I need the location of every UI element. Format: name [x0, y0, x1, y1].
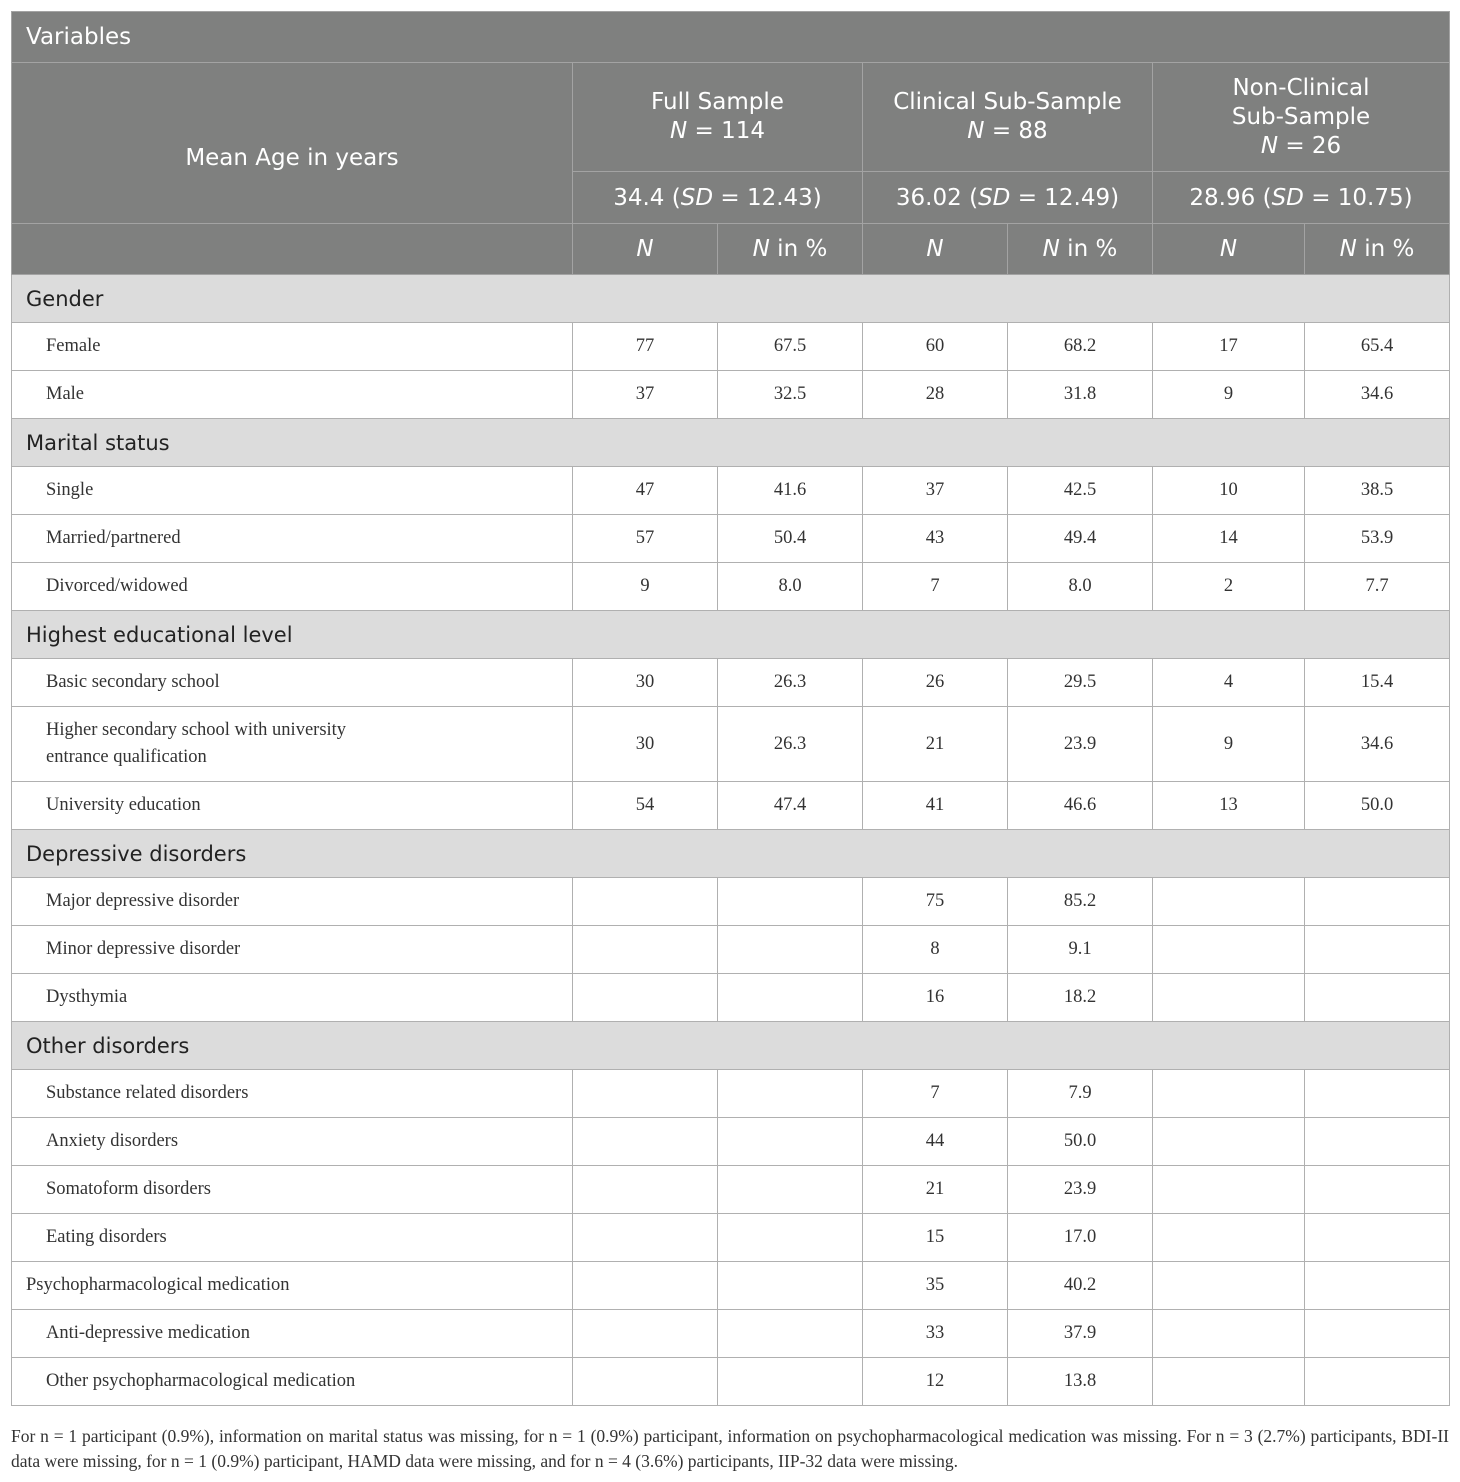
cell: 9.1 — [1008, 926, 1153, 974]
cell: 9 — [573, 563, 718, 611]
row-label: Basic secondary school — [12, 659, 573, 707]
cell — [1305, 974, 1450, 1022]
cell: 60 — [863, 323, 1008, 371]
mean-age-non-clinical: 28.96 (SD = 10.75) — [1153, 172, 1450, 224]
cell: 28 — [863, 371, 1008, 419]
sub-header-pct: N in % — [1305, 224, 1450, 275]
row-label: Somatoform disorders — [12, 1166, 573, 1214]
cell: 10 — [1153, 467, 1305, 515]
section-title: Other disorders — [12, 1022, 1450, 1070]
cell — [1153, 878, 1305, 926]
cell: 49.4 — [1008, 515, 1153, 563]
n-label: N — [1260, 132, 1279, 159]
cell — [1305, 926, 1450, 974]
table-footnote: For n = 1 participant (0.9%), information on marital status was missing, for n = 1 (0.9%) participant, information on psychopharmacological medication was missing. For n = 3 (2.7%) participants, BDI-II data were missing, for n = 1 (0.9%) participant, HAMD data were missing, and for n = 4 (3.6%) participants, IIP-32 data were missing. — [11, 1426, 1449, 1471]
n-value: = 114 — [694, 118, 765, 144]
cell — [1305, 878, 1450, 926]
cell: 33 — [863, 1310, 1008, 1358]
cell: 44 — [863, 1118, 1008, 1166]
cell: 30 — [573, 659, 718, 707]
cell: 34.6 — [1305, 371, 1450, 419]
cell — [1153, 974, 1305, 1022]
cell: 17 — [1153, 323, 1305, 371]
cell: 37 — [573, 371, 718, 419]
row-label: Anti-depressive medication — [12, 1310, 573, 1358]
column-header-non-clinical — [1153, 63, 1450, 172]
cell: 43 — [863, 515, 1008, 563]
sub-header-n: N — [573, 224, 718, 275]
cell: 85.2 — [1008, 878, 1153, 926]
cell — [1153, 1118, 1305, 1166]
cell — [1153, 926, 1305, 974]
cell — [1153, 1358, 1305, 1406]
row-label: Single — [12, 467, 573, 515]
cell: 34.6 — [1305, 707, 1450, 782]
cell — [573, 878, 718, 926]
cell: 75 — [863, 878, 1008, 926]
cell: 67.5 — [718, 323, 863, 371]
sub-header-n: N — [863, 224, 1008, 275]
cell: 26.3 — [718, 707, 863, 782]
cell: 13 — [1153, 782, 1305, 830]
cell — [718, 974, 863, 1022]
row-label: Male — [12, 371, 573, 419]
cell — [573, 1118, 718, 1166]
cell — [718, 878, 863, 926]
cell: 68.2 — [1008, 323, 1153, 371]
row-label: University education — [12, 782, 573, 830]
cell: 8 — [863, 926, 1008, 974]
cell: 35 — [863, 1262, 1008, 1310]
cell: 26 — [863, 659, 1008, 707]
cell — [1305, 1262, 1450, 1310]
table-title: Variables — [12, 12, 1450, 63]
sub-header-blank — [12, 224, 573, 275]
cell: 40.2 — [1008, 1262, 1153, 1310]
mean-age-label: Mean Age in years — [12, 63, 573, 224]
cell: 16 — [863, 974, 1008, 1022]
cell: 46.6 — [1008, 782, 1153, 830]
cell — [1305, 1070, 1450, 1118]
cell — [573, 1214, 718, 1262]
cell: 65.4 — [1305, 323, 1450, 371]
cell: 21 — [863, 1166, 1008, 1214]
column-header-clinical — [863, 63, 1153, 172]
cell: 9 — [1153, 707, 1305, 782]
cell — [718, 1358, 863, 1406]
cell: 2 — [1153, 563, 1305, 611]
cell — [573, 1262, 718, 1310]
section-title: Gender — [12, 275, 1450, 323]
cell: 47.4 — [718, 782, 863, 830]
cell: 13.8 — [1008, 1358, 1153, 1406]
row-label: Substance related disorders — [12, 1070, 573, 1118]
cell — [1153, 1310, 1305, 1358]
section-title: Marital status — [12, 419, 1450, 467]
cell: 14 — [1153, 515, 1305, 563]
cell: 32.5 — [718, 371, 863, 419]
cell — [573, 1310, 718, 1358]
cell — [573, 1358, 718, 1406]
cell: 47 — [573, 467, 718, 515]
column-name-line2: Sub-Sample — [1231, 103, 1371, 130]
cell — [1305, 1358, 1450, 1406]
mean-age-full: 34.4 (SD = 12.43) — [573, 172, 863, 224]
cell: 29.5 — [1008, 659, 1153, 707]
row-label: Major depressive disorder — [12, 878, 573, 926]
row-label: Higher secondary school with university entrance qualification — [12, 707, 573, 782]
cell — [1153, 1214, 1305, 1262]
row-label: Other psychopharmacological medication — [12, 1358, 573, 1406]
cell: 37 — [863, 467, 1008, 515]
cell: 8.0 — [1008, 563, 1153, 611]
cell: 23.9 — [1008, 707, 1153, 782]
column-name: Clinical Sub-Sample — [893, 89, 1122, 115]
cell: 9 — [1153, 371, 1305, 419]
cell — [1153, 1070, 1305, 1118]
cell — [718, 1118, 863, 1166]
cell — [1305, 1166, 1450, 1214]
cell — [718, 926, 863, 974]
column-name-line1: Non-Clinical — [1232, 74, 1370, 101]
cell — [573, 1166, 718, 1214]
cell: 57 — [573, 515, 718, 563]
cell — [1305, 1118, 1450, 1166]
cell: 12 — [863, 1358, 1008, 1406]
cell: 15 — [863, 1214, 1008, 1262]
cell — [718, 1070, 863, 1118]
sub-header-pct: N in % — [718, 224, 863, 275]
cell: 8.0 — [718, 563, 863, 611]
cell — [1153, 1262, 1305, 1310]
row-label: Psychopharmacological medication — [12, 1262, 573, 1310]
section-title: Highest educational level — [12, 611, 1450, 659]
cell: 30 — [573, 707, 718, 782]
sub-header-pct: N in % — [1008, 224, 1153, 275]
cell: 54 — [573, 782, 718, 830]
cell — [718, 1262, 863, 1310]
cell — [718, 1214, 863, 1262]
cell: 18.2 — [1008, 974, 1153, 1022]
mean-age-clinical: 36.02 (SD = 12.49) — [863, 172, 1153, 224]
cell: 21 — [863, 707, 1008, 782]
cell: 53.9 — [1305, 515, 1450, 563]
cell: 37.9 — [1008, 1310, 1153, 1358]
cell: 4 — [1153, 659, 1305, 707]
sub-header-n: N — [1153, 224, 1305, 275]
cell: 7.9 — [1008, 1070, 1153, 1118]
row-label: Dysthymia — [12, 974, 573, 1022]
cell: 41.6 — [718, 467, 863, 515]
cell: 7 — [863, 563, 1008, 611]
row-label: Married/partnered — [12, 515, 573, 563]
cell — [1153, 1166, 1305, 1214]
cell: 15.4 — [1305, 659, 1450, 707]
cell: 7.7 — [1305, 563, 1450, 611]
column-header-full-sample — [573, 63, 863, 172]
cell — [573, 1070, 718, 1118]
cell: 50.0 — [1008, 1118, 1153, 1166]
demographics-table — [11, 11, 1450, 1406]
n-value: = 88 — [991, 118, 1048, 144]
cell — [1305, 1214, 1450, 1262]
row-label: Anxiety disorders — [12, 1118, 573, 1166]
row-label: Divorced/widowed — [12, 563, 573, 611]
cell: 26.3 — [718, 659, 863, 707]
cell: 38.5 — [1305, 467, 1450, 515]
demographics-table-wrapper — [11, 11, 1449, 1406]
row-label: Minor depressive disorder — [12, 926, 573, 974]
cell — [1305, 1310, 1450, 1358]
section-title: Depressive disorders — [12, 830, 1450, 878]
cell: 17.0 — [1008, 1214, 1153, 1262]
cell: 50.0 — [1305, 782, 1450, 830]
cell: 41 — [863, 782, 1008, 830]
cell — [573, 926, 718, 974]
cell — [573, 974, 718, 1022]
cell — [718, 1310, 863, 1358]
cell — [718, 1166, 863, 1214]
n-label: N — [669, 118, 688, 144]
cell: 42.5 — [1008, 467, 1153, 515]
cell: 50.4 — [718, 515, 863, 563]
n-label: N — [967, 118, 985, 144]
n-value: = 26 — [1285, 132, 1342, 159]
cell: 7 — [863, 1070, 1008, 1118]
cell: 77 — [573, 323, 718, 371]
cell: 31.8 — [1008, 371, 1153, 419]
column-name: Full Sample — [651, 89, 784, 115]
row-label: Female — [12, 323, 573, 371]
cell: 23.9 — [1008, 1166, 1153, 1214]
row-label: Eating disorders — [12, 1214, 573, 1262]
